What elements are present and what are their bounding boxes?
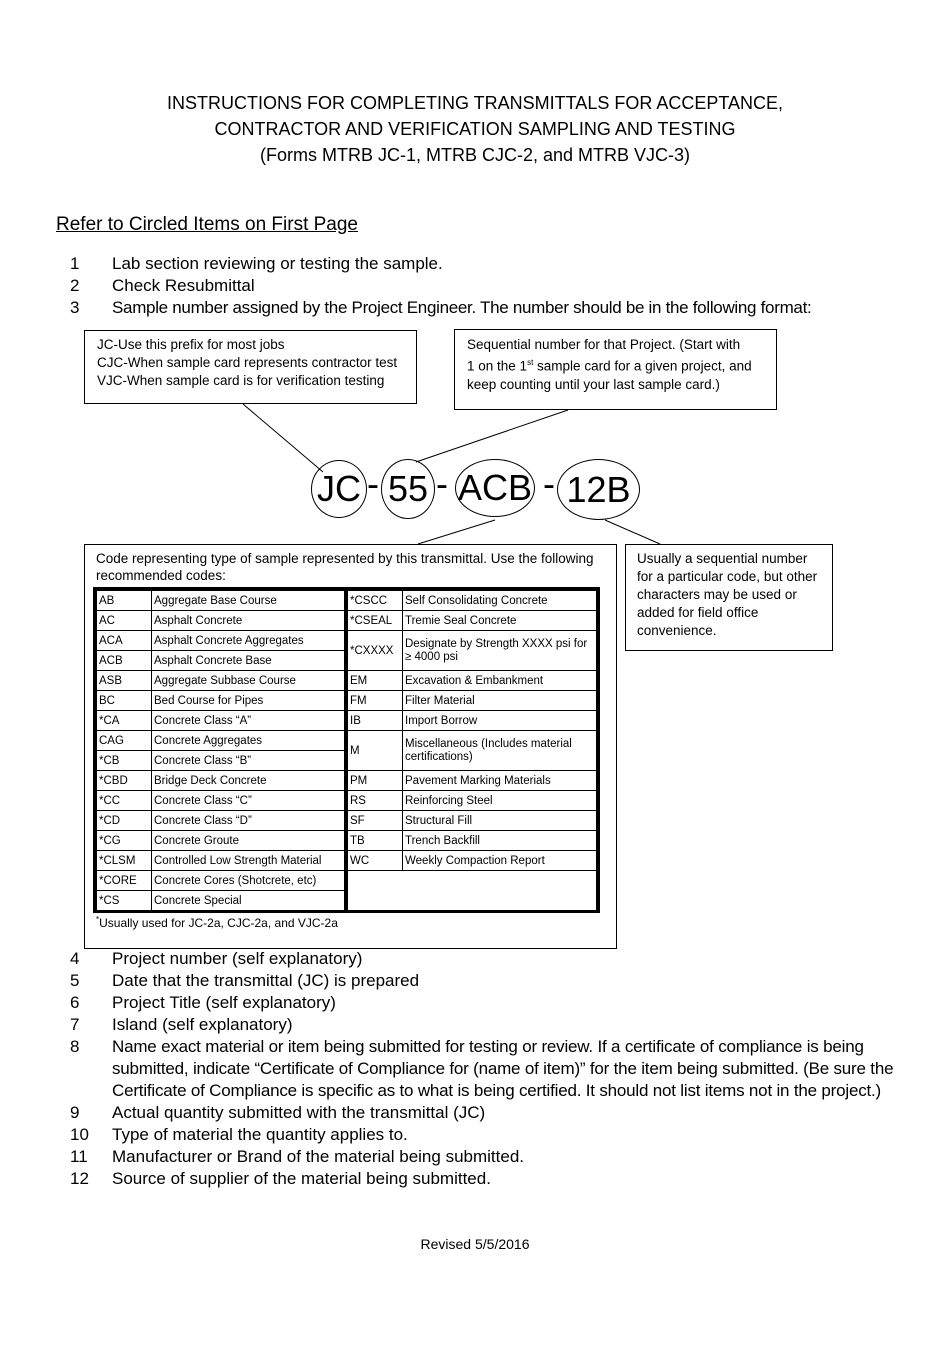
code-cell: ACB (97, 651, 152, 671)
code-row (97, 851, 346, 871)
code-description-cell: Aggregate Base Course (152, 591, 346, 611)
code-description-cell: Concrete Groute (152, 831, 346, 851)
code-description-cell: Concrete Aggregates (152, 731, 346, 751)
code-description-cell: Controlled Low Strength Material (152, 851, 346, 871)
callout-sequential-line-1: Sequential number for that Project. (Start with (467, 337, 741, 352)
code-cell: AB (97, 591, 152, 611)
code-table-left (96, 590, 347, 911)
callout-prefix-line: CJC-When sample card represents contractor test (97, 355, 398, 370)
footnote-text: Usually used for JC-2a, CJC-2a, and VJC-2a (99, 916, 338, 930)
code-cell: *CG (97, 831, 152, 851)
footnote-mark: * (96, 915, 100, 924)
item-text: Check Resubmittal (112, 276, 255, 295)
code-cell: *CB (97, 751, 152, 771)
code-table-right (347, 590, 597, 912)
code-cell: BC (97, 691, 152, 711)
item-number: 2 (70, 276, 80, 295)
code-row (97, 791, 346, 811)
code-description-cell: Asphalt Concrete Base (152, 651, 346, 671)
item-text: Lab section reviewing or testing the sample. (112, 254, 443, 273)
callout-prefix (84, 330, 417, 404)
code-description-cell: Miscellaneous (Includes material certifications) (403, 731, 597, 771)
code-row (348, 831, 597, 851)
code-description-line: Designate by Strength XXXX psi for (405, 637, 588, 650)
code-description-cell: Concrete Special (152, 891, 346, 911)
code-cell: *CA (97, 711, 152, 731)
callout-suffix: Usually a sequential number for a particular code, but other characters may be used or added for field office convenience. (625, 544, 833, 651)
code-cell: SF (348, 811, 403, 831)
callout-sequential (454, 329, 777, 410)
sample-part-project-sequence: 55 (381, 459, 435, 519)
item-text: Island (self explanatory) (112, 1015, 293, 1034)
code-table-callout (84, 544, 617, 949)
title-line-2: CONTRACTOR AND VERIFICATION SAMPLING AND TESTING (214, 119, 736, 139)
code-row-empty (348, 871, 597, 912)
item-text: Name exact material or item being submitted for testing or review. If a certificate of compliance is being submitted, indicate “Certificate of Compliance for (name of item)” for the item being submitted. (Be sure the Certificate of Compliance is specific as to what is being certified. It should not list items not in the project.) (112, 1037, 894, 1100)
item-number: 3 (70, 298, 80, 317)
connector-sequential (416, 410, 568, 462)
code-cell: RS (348, 791, 403, 811)
code-description-cell: Concrete Class “B” (152, 751, 346, 771)
code-cell: *CLSM (97, 851, 152, 871)
code-table-intro: Code representing type of sample represented by this transmittal. Use the following recommended codes: (96, 551, 594, 583)
code-description-cell: Asphalt Concrete (152, 611, 346, 631)
code-cell: *CORE (97, 871, 152, 891)
code-table (93, 587, 600, 913)
code-row (97, 871, 346, 891)
callout-prefix-line: JC-Use this prefix for most jobs (97, 337, 285, 352)
item-number: 8 (70, 1037, 80, 1056)
code-row (97, 651, 346, 671)
item-number: 7 (70, 1015, 80, 1034)
code-row (348, 671, 597, 691)
callout-sequential-line-2 (467, 354, 764, 376)
list-item (70, 1168, 900, 1190)
list-item (70, 1124, 900, 1146)
callout-sequential-line-3: keep counting until your last sample card.) (467, 376, 720, 392)
code-row (97, 711, 346, 731)
code-cell: AC (97, 611, 152, 631)
callout-prefix-line: VJC-When sample card is for verification testing (97, 373, 385, 388)
code-row (97, 591, 346, 611)
code-description-cell: Weekly Compaction Report (403, 851, 597, 871)
code-description-cell: Bridge Deck Concrete (152, 771, 346, 791)
code-description-cell: Concrete Cores (Shotcrete, etc) (152, 871, 346, 891)
sample-separator: - (543, 463, 555, 504)
revision-footer: Revised 5/5/2016 (420, 1236, 530, 1252)
code-row (97, 891, 346, 911)
code-description-cell: Reinforcing Steel (403, 791, 597, 811)
code-description-cell: Pavement Marking Materials (403, 771, 597, 791)
item-text: Manufacturer or Brand of the material being submitted. (112, 1147, 524, 1166)
section-subheading: Refer to Circled Items on First Page (56, 214, 358, 235)
item-number: 4 (70, 949, 80, 968)
code-table-footnote (96, 911, 338, 932)
code-row (348, 731, 597, 771)
connector-prefix (243, 404, 323, 472)
item-text: Type of material the quantity applies to. (112, 1125, 408, 1144)
list-item (70, 970, 900, 992)
sample-separator: - (367, 463, 379, 504)
code-cell: WC (348, 851, 403, 871)
code-cell: *CS (97, 891, 152, 911)
code-row (97, 671, 346, 691)
item-text: Sample number assigned by the Project Engineer. The number should be in the following format: (112, 298, 812, 317)
code-cell: *CC (97, 791, 152, 811)
code-description-cell: Tremie Seal Concrete (403, 611, 597, 631)
code-row (97, 631, 346, 651)
code-description-cell (403, 631, 597, 671)
item-number: 10 (70, 1125, 89, 1144)
callout-sequential-text: sample card for a given project, and (533, 358, 752, 374)
item-text: Source of supplier of the material being submitted. (112, 1169, 491, 1188)
code-cell: *CSCC (348, 591, 403, 611)
code-cell: TB (348, 831, 403, 851)
code-row (348, 611, 597, 631)
code-cell: IB (348, 711, 403, 731)
code-row (97, 611, 346, 631)
connector-code (418, 520, 495, 544)
title-line-3: (Forms MTRB JC-1, MTRB CJC-2, and MTRB VJC-3) (259, 145, 691, 165)
item-number: 1 (70, 254, 80, 273)
code-cell: FM (348, 691, 403, 711)
callout-sequential-text: 1 on the 1 (467, 358, 528, 374)
code-description-cell: Aggregate Subbase Course (152, 671, 346, 691)
list-item (70, 1102, 900, 1124)
code-cell: ASB (97, 671, 152, 691)
instruction-list-bottom (70, 948, 900, 1190)
code-description-cell: Asphalt Concrete Aggregates (152, 631, 346, 651)
code-row (348, 791, 597, 811)
code-description-cell: Concrete Class “D” (152, 811, 346, 831)
sample-separator: - (436, 463, 448, 504)
code-description-cell: Import Borrow (403, 711, 597, 731)
code-row (348, 851, 597, 871)
code-description-cell: Filter Material (403, 691, 597, 711)
code-cell: M (348, 731, 403, 771)
code-description-line: ≥ 4000 psi (405, 650, 458, 663)
code-cell: *CBD (97, 771, 152, 791)
code-description-cell: Bed Course for Pipes (152, 691, 346, 711)
item-number: 9 (70, 1103, 80, 1122)
code-cell: *CSEAL (348, 611, 403, 631)
code-description-cell: Concrete Class “C” (152, 791, 346, 811)
item-number: 5 (70, 971, 80, 990)
code-row (348, 691, 597, 711)
item-number: 11 (70, 1147, 88, 1166)
list-item (70, 1036, 900, 1102)
item-text: Actual quantity submitted with the transmittal (JC) (112, 1103, 486, 1122)
code-row (97, 771, 346, 791)
code-cell: ACA (97, 631, 152, 651)
list-item (70, 992, 900, 1014)
code-row (348, 631, 597, 671)
item-text: Project Title (self explanatory) (112, 993, 336, 1012)
code-row (348, 591, 597, 611)
code-row (348, 711, 597, 731)
code-description-cell: Concrete Class “A” (152, 711, 346, 731)
item-text: Project number (self explanatory) (112, 949, 363, 968)
code-cell: *CD (97, 811, 152, 831)
code-row (97, 751, 346, 771)
item-number: 12 (70, 1169, 89, 1188)
code-description-cell: Self Consolidating Concrete (403, 591, 597, 611)
code-row (97, 811, 346, 831)
code-cell: PM (348, 771, 403, 791)
code-row (348, 811, 597, 831)
item-text: Date that the transmittal (JC) is prepared (112, 971, 420, 990)
connector-suffix (605, 520, 660, 544)
code-description-cell: Structural Fill (403, 811, 597, 831)
code-row (348, 771, 597, 791)
code-description-cell: Excavation & Embankment (403, 671, 597, 691)
title-line-1: INSTRUCTIONS FOR COMPLETING TRANSMITTALS FOR ACCEPTANCE, (166, 93, 784, 113)
list-item (70, 1146, 900, 1168)
sample-part-code: ACB (455, 459, 535, 517)
code-description-cell: Trench Backfill (403, 831, 597, 851)
code-cell: CAG (97, 731, 152, 751)
code-row (97, 831, 346, 851)
code-cell: EM (348, 671, 403, 691)
sample-part-prefix: JC (311, 460, 367, 518)
empty-cell (348, 871, 597, 912)
code-cell: *CXXXX (348, 631, 403, 671)
list-item (70, 1014, 900, 1036)
list-item (70, 948, 900, 970)
item-number: 6 (70, 993, 80, 1012)
sample-part-suffix: 12B (557, 459, 640, 520)
code-row (97, 731, 346, 751)
ordinal-superscript: st (527, 358, 534, 367)
code-row (97, 691, 346, 711)
